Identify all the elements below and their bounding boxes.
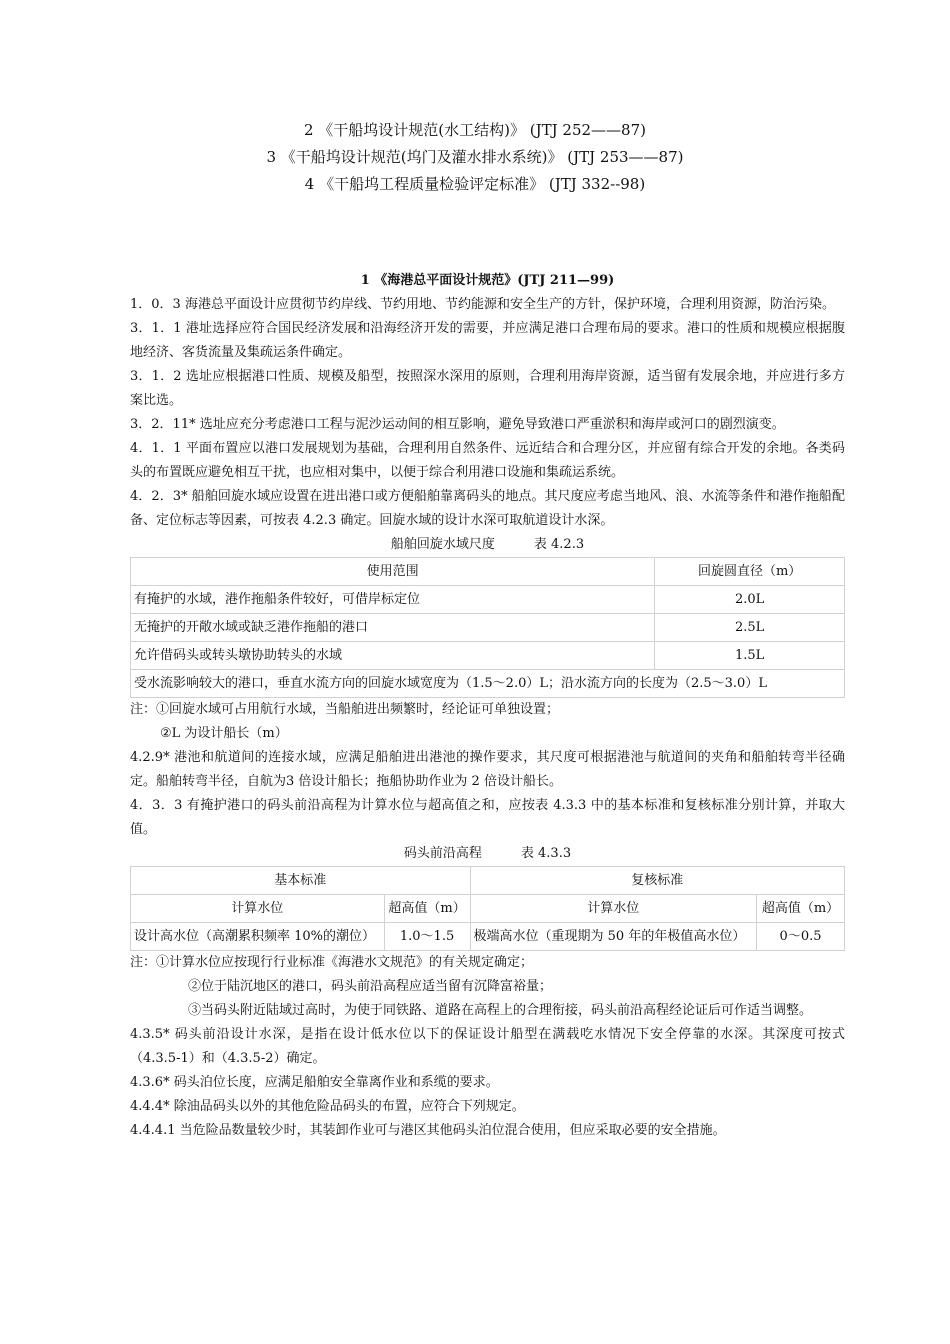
- clause-paragraph: 4.4.4.1 当危险品数量较少时，其装卸作业可与港区其他码头泊位混合使用，但应采取必要的安全措施。: [130, 1123, 726, 1138]
- clause-paragraph: 4.3.5* 码头前沿设计水深，是指在设计低水位以下的保证设计船型在满载吃水情况下安全停靠的水深。其深度可按式（4.3.5-1）和（4.3.5-2）确定。: [130, 1027, 845, 1066]
- clause-paragraph: 1．0．3 海港总平面设计应贯彻节约岸线、节约用地、节约能源和安全生产的方针，保护环境，合理利用资源，防治污染。: [130, 297, 835, 312]
- clause-paragraph: 4．2．3* 船舶回旋水域应设置在进出港口或方便船舶靠离码头的地点。其尺度应考虑当地风、浪、水流等条件和港作拖船配备、定位标志等因素，可按表 4.2.3 确定。回旋水域的设计水深可取航道设计水深。: [130, 489, 845, 528]
- reference-item: 4 《干船坞工程质量检验评定标准》 (JTJ 332--98): [304, 175, 646, 193]
- table-cell: 0～0.5: [757, 923, 845, 951]
- table-caption: 船舶回旋水域尺度 表 4.2.3: [390, 537, 585, 552]
- table-note: 注：①回旋水域可占用航行水域，当船舶进出频繁时，经论证可单独设置；: [130, 702, 560, 717]
- table-cell: 设计高水位（高潮累积频率 10%的潮位）: [131, 923, 385, 951]
- table-row: [131, 586, 845, 614]
- clause-paragraph: 4.4.4* 除油品码头以外的其他危险品码头的布置，应符合下列规定。: [130, 1099, 525, 1114]
- table-footer-row: [131, 670, 845, 698]
- clause-paragraph: 3．1．2 选址应根据港口性质、规模及船型，按照深水深用的原则，合理利用海岸资源，适当留有发展余地，并应进行多方案比选。: [130, 369, 845, 408]
- clause-paragraph: 3．2．11* 选址应充分考虑港口工程与泥沙运动间的相互影响，避免导致港口严重淤积和海岸或河口的剧烈演变。: [130, 417, 785, 432]
- table-header-row: [131, 895, 845, 923]
- reference-item: 2 《干船坞设计规范(水工结构)》 (JTJ 252——87): [303, 121, 646, 139]
- table-cell: 极端高水位（重现期为 50 年的年极值高水位）: [470, 923, 757, 951]
- table-cell: 有掩护的水域，港作拖船条件较好，可借岸标定位: [131, 586, 655, 614]
- table-group-header-row: [131, 867, 845, 895]
- table-row: [131, 614, 845, 642]
- clause-paragraph: 4．3．3 有掩护港口的码头前沿高程为计算水位与超高值之和，应按表 4.3.3 中的基本标准和复核标准分别计算，并取大值。: [130, 798, 845, 837]
- clause-paragraph: 3．1．1 港址选择应符合国民经济发展和沿海经济开发的需要，并应满足港口合理布局的要求。港口的性质和规模应根据腹地经济、客货流量及集疏运条件确定。: [130, 321, 845, 360]
- table-footer-cell: 受水流影响较大的港口，垂直水流方向的回旋水域宽度为（1.5～2.0）L；沿水流方向的长度为（2.5～3.0）L: [131, 670, 845, 698]
- table-note: ②L 为设计船长（m）: [160, 726, 288, 741]
- table-header-cell: 超高值（m）: [384, 895, 470, 923]
- reference-item: 3 《干船坞设计规范(坞门及灌水排水系统)》 (JTJ 253——87): [266, 148, 684, 166]
- table-header-cell: 计算水位: [131, 895, 385, 923]
- section-title: 1 《海港总平面设计规范》(JTJ 211—99): [360, 273, 615, 288]
- table-header-cell: 回旋圆直径（m）: [655, 558, 845, 586]
- table-row: [131, 923, 845, 951]
- table-note: ②位于陆沉地区的港口，码头前沿高程应适当留有沉降富裕量；: [188, 979, 553, 994]
- table-cell: 允许借码头或转头墩协助转头的水域: [131, 642, 655, 670]
- clause-paragraph: 4.2.9* 港池和航道间的连接水域，应满足船舶进出港池的操作要求，其尺度可根据港池与航道间的夹角和船舶转弯半径确定。船舶转弯半径，自航为3 倍设计船长；拖船协助作业为 2 倍设计船长。: [130, 750, 845, 789]
- clause-paragraph: 4.3.6* 码头泊位长度，应满足船舶安全靠离作业和系缆的要求。: [130, 1075, 499, 1090]
- clause-paragraph: 4．1．1 平面布置应以港口发展规划为基础，合理利用自然条件、远近结合和合理分区，并应留有综合开发的余地。各类码头的布置既应避免相互干扰，也应相对集中，以便于综合利用港口设施和集疏运系统。: [130, 441, 845, 480]
- table-cell: 2.0L: [655, 586, 845, 614]
- table-header-cell: 复核标准: [470, 867, 844, 895]
- table-row: [131, 642, 845, 670]
- table-header-cell: 计算水位: [470, 895, 757, 923]
- turning-basin-table: [130, 557, 845, 698]
- table-cell: 1.5L: [655, 642, 845, 670]
- table-header-cell: 使用范围: [131, 558, 655, 586]
- table-note: 注：①计算水位应按现行行业标准《海港水文规范》的有关规定确定；: [130, 955, 534, 970]
- wharf-elevation-table: [130, 866, 845, 951]
- table-note: ③当码头附近陆域过高时，为使于同铁路、道路在高程上的合理衔接，码头前沿高程经论证后可作适当调整。: [188, 1003, 813, 1018]
- table-cell: 1.0～1.5: [384, 923, 470, 951]
- table-header-cell: 超高值（m）: [757, 895, 845, 923]
- document-body: [130, 271, 845, 1143]
- table-header-cell: 基本标准: [131, 867, 471, 895]
- table-header-row: [131, 558, 845, 586]
- table-cell: 无掩护的开敞水域或缺乏港作拖船的港口: [131, 614, 655, 642]
- reference-list: [0, 117, 950, 198]
- table-caption: 码头前沿高程 表 4.3.3: [403, 846, 572, 861]
- table-cell: 2.5L: [655, 614, 845, 642]
